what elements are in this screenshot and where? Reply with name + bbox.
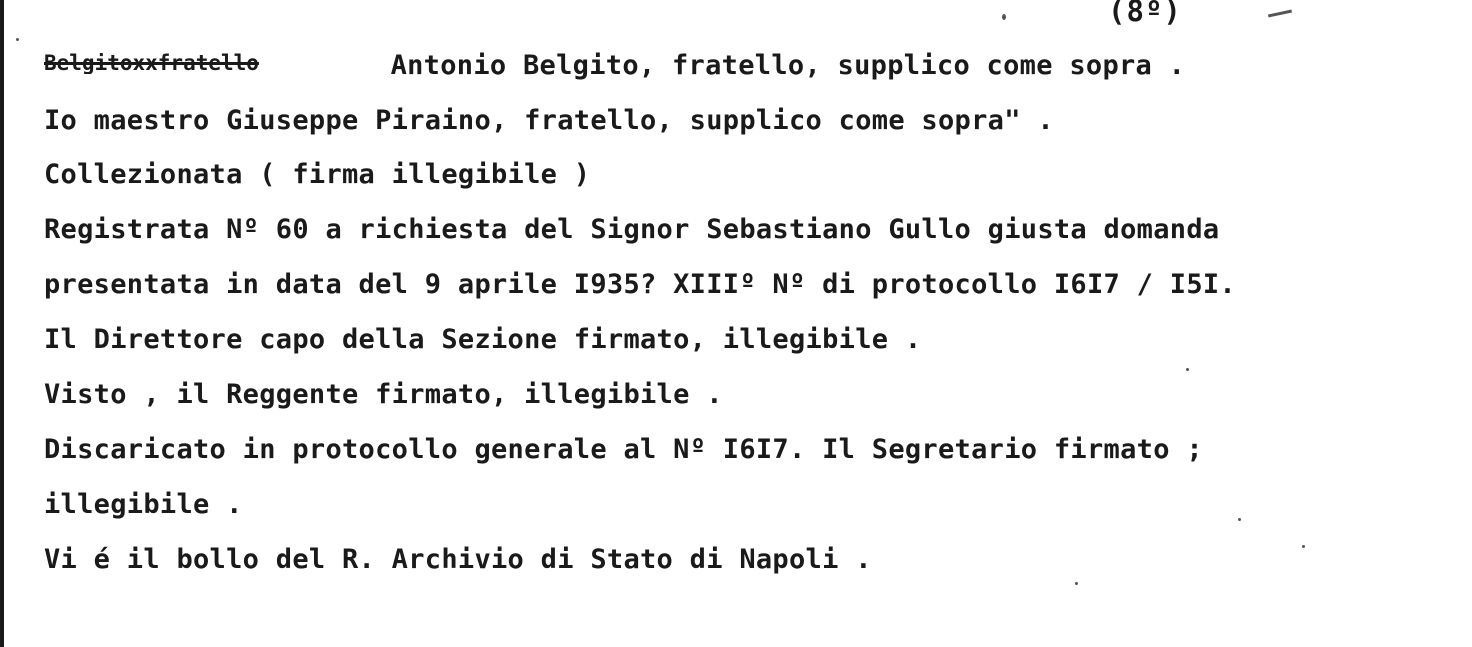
page-number: (8º) <box>1108 0 1182 28</box>
text-line-5: presentata in data del 9 aprile I935? XIIIº Nº di protocollo I6I7 / I5I. <box>44 269 1236 300</box>
page-left-edge <box>0 0 4 647</box>
speck <box>1002 14 1006 20</box>
speck <box>1302 545 1305 548</box>
page-mark <box>1268 10 1292 18</box>
text-line-3: Collezionata ( firma illegibile ) <box>44 159 591 190</box>
speck <box>1238 518 1241 521</box>
text-line-6: Il Direttore capo della Sezione firmato, illegibile . <box>44 324 922 355</box>
struck-text: Belgitoxxfratello <box>44 53 259 74</box>
text-line-4: Registrata Nº 60 a richiesta del Signor Sebastiano Gullo giusta domanda <box>44 214 1220 245</box>
text-line-8: Discaricato in protocollo generale al Nº I6I7. Il Segretario firmato ; <box>44 434 1203 465</box>
text-line-7: Visto , il Reggente firmato, illegibile . <box>44 379 723 410</box>
speck <box>16 38 19 41</box>
text-line-10: Vi é il bollo del R. Archivio di Stato di Napoli . <box>44 544 872 575</box>
text-line-2: Io maestro Giuseppe Piraino, fratello, supplico come sopra" . <box>44 105 1054 136</box>
text-line-1 <box>44 52 1185 79</box>
speck <box>1075 582 1078 585</box>
line-1-text: Antonio Belgito, fratello, supplico come sopra . <box>390 50 1186 81</box>
speck <box>1186 368 1189 371</box>
text-line-9: illegibile . <box>44 489 243 520</box>
